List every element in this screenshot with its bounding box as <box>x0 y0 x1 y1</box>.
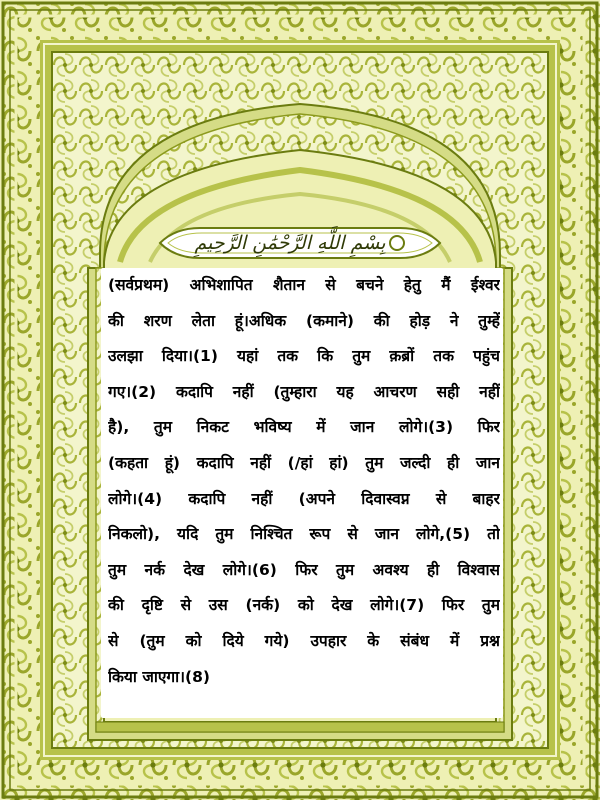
text-line: निकलो), यदि तुम निश्चित रूप से जान लोगे,(5) तो <box>108 525 500 544</box>
text-line: की दृष्टि से उस (नर्क) को देख लोगे।(7) फिर तुम <box>108 596 500 615</box>
bismillah-heading <box>160 224 440 262</box>
text-line: लोगे।(4) कदापि नहीं (अपने दिवास्वप्न से बाहर <box>108 489 500 508</box>
text-line: गए।(2) कदापि नहीं (तुम्हारा यह आचरण सही नहीं <box>108 382 500 401</box>
text-line: किया जाएगा।(8) <box>108 667 210 686</box>
surah-translation <box>108 268 500 695</box>
text-line: (कहता हूं) कदापि नहीं (/हां हां) तुम जल्दी ही जान <box>108 453 500 472</box>
text-line: उलझा दिया।(1) यहां तक कि तुम क़ब्रों तक पहुंच <box>108 347 500 366</box>
bismillah-text: بِسْمِ اللَّهِ الرَّحْمَٰنِ الرَّحِيمِ <box>194 232 386 254</box>
text-line: तुम नर्क देख लोगे।(6) फिर तुम अवश्य ही विश्वास <box>108 560 500 579</box>
text-line: (सर्वप्रथम) अभिशापित शैतान से बचने हेतु मैं ईश्वर <box>108 276 500 294</box>
text-line: की शरण लेता हूं।अधिक (कमाने) की होड़ ने तुम्हें <box>108 311 500 330</box>
text-line: है), तुम निकट भविष्य में जान लोगे।(3) फिर <box>108 418 500 437</box>
verse-mark-icon <box>389 235 405 251</box>
text-line: से (तुम को दिये गये) उपहार के संबंध में प्रश्न <box>108 631 500 650</box>
